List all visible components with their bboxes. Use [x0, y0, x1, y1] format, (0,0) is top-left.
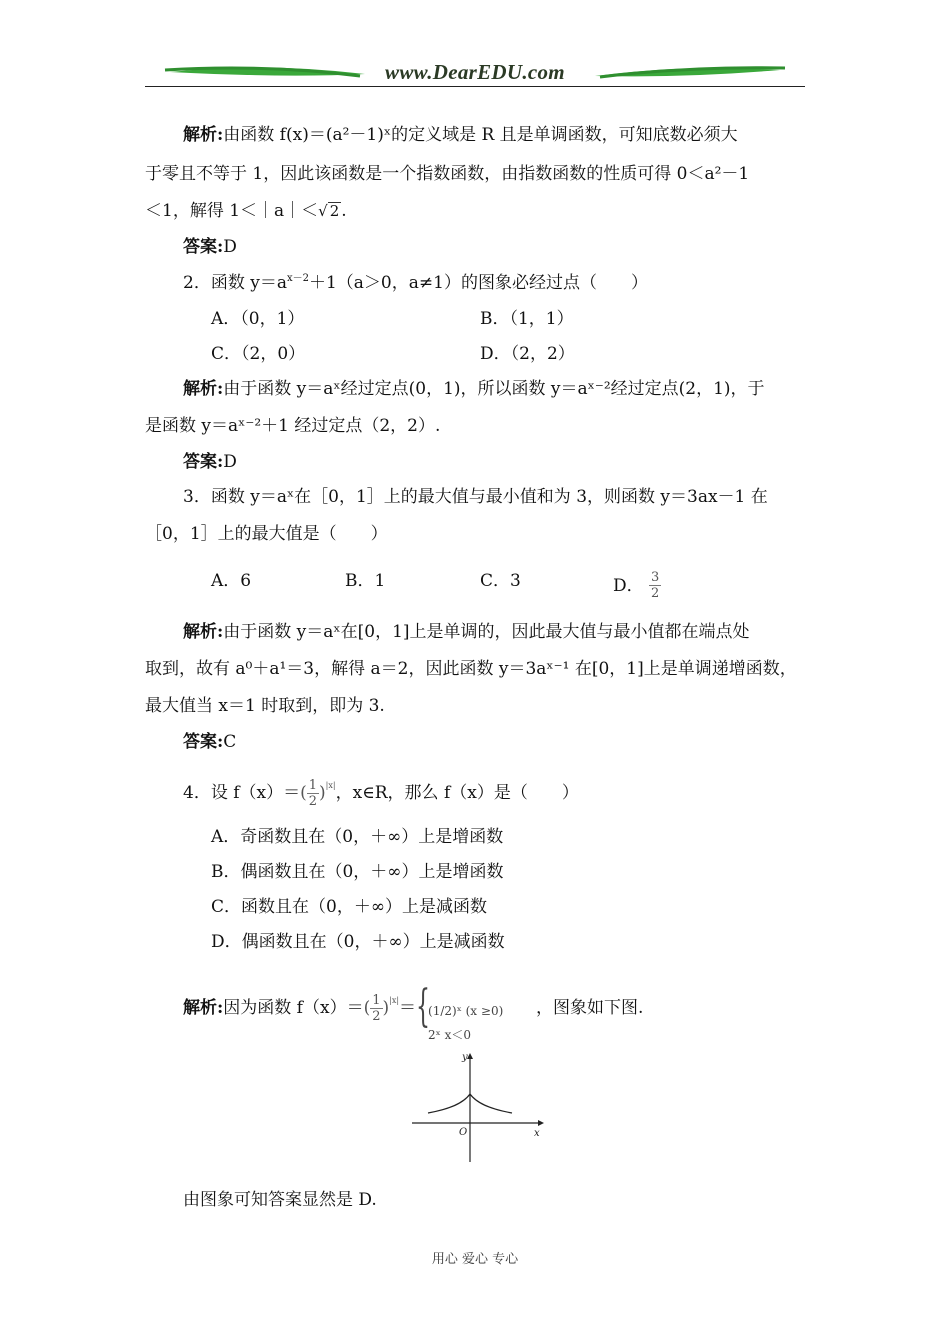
q3-analysis-line1	[183, 621, 750, 643]
q3-analysis-text1: 由于函数 y＝aˣ在[0，1]上是单调的，因此最大值与最小值都在端点处	[223, 622, 750, 642]
answer-label: 答案:	[183, 732, 224, 752]
q2-option-a: A．（0，1）	[211, 309, 305, 329]
q1-analysis-end: .	[341, 201, 347, 221]
q2-stem-exponent: x－2	[286, 273, 309, 284]
q4-option-c: C．函数且在（0，＋∞）上是减函数	[211, 897, 487, 917]
q2-option-c: C．（2，0）	[211, 344, 306, 364]
q4-conclusion: 由图象可知答案显然是 D.	[183, 1190, 377, 1210]
q4-analysis-post: ，图象如下图.	[536, 998, 644, 1018]
q4-option-d: D．偶函数且在（0，＋∞）上是减函数	[211, 932, 505, 952]
site-name: www.DearEDU.com	[385, 60, 565, 84]
analysis-label: 解析:	[183, 622, 224, 642]
q4-stem-a: 4．设 f（x）＝	[183, 783, 301, 803]
q2-answer-line	[183, 451, 237, 473]
q3-stem-line2: ［0，1］上的最大值是（ ）	[145, 524, 388, 544]
q4-stem-b: ，x∈R，那么 f（x）是（ ）	[335, 783, 579, 803]
q4-stem: 4．设 f（x）＝( $\frac{1}{2}$ )$^{|x|}$，x∈R，那么 f（x）是（ ）	[183, 778, 579, 809]
q1-analysis-text1: 由函数 f(x)＝(a²－1)ˣ的定义域是 R 且是单调函数，可知底数必须大	[223, 125, 738, 145]
q3-option-c: C．3	[480, 571, 521, 591]
q2-stem-a: 2．函数 y＝a	[183, 273, 287, 293]
q4-option-b: B．偶函数且在（0，＋∞）上是增函数	[211, 862, 504, 882]
q3-answer-line	[183, 731, 236, 753]
function-graph	[410, 1050, 550, 1166]
piecewise-case-1: (1/2)ˣ (x ≥0)	[428, 1003, 504, 1018]
analysis-label: 解析:	[183, 379, 224, 399]
analysis-label: 解析:	[183, 125, 224, 145]
q4-analysis-pre: 因为函数 f（x）＝	[223, 998, 364, 1018]
q1-analysis-text3: ＜1，解得 1＜｜a｜＜	[145, 201, 319, 221]
q4-analysis-line: 解析:因为函数 f（x）＝( $\frac{1}{2}$ )$^{|x|}$＝ { (1/2)ˣ (x ≥0) 2ˣ x＜0 ，图象如下图.	[183, 978, 643, 1028]
q1-analysis-line3: ＜1，解得 1＜｜a｜＜√ 2 .	[145, 201, 347, 221]
q3-analysis-text3: 最大值当 x＝1 时取到，即为 3.	[145, 696, 385, 716]
q2-stem-b: ＋1（a＞0，a≠1）的图象必经过点（ ）	[308, 273, 648, 293]
answer-label: 答案:	[183, 237, 224, 257]
q3-option-d-fraction: $\frac{3}{2}$	[651, 570, 660, 601]
q2-answer: D	[223, 452, 237, 472]
q4-option-a: A．奇函数且在（0，＋∞）上是增函数	[211, 827, 504, 847]
origin-label: O	[459, 1127, 468, 1138]
q2-analysis-line1	[183, 378, 765, 400]
answer-label: 答案:	[183, 452, 224, 472]
q2-stem	[183, 272, 648, 294]
q4-stem-fraction: $\frac{1}{2}$	[308, 778, 318, 809]
q2-option-d: D．（2，2）	[480, 344, 575, 364]
q2-analysis-text2: 是函数 y＝aˣ⁻²＋1 经过定点（2，2）.	[145, 416, 441, 436]
q4-analysis-exponent: |x|	[389, 996, 400, 1005]
q4-analysis-fraction: $\frac{1}{2}$	[372, 993, 381, 1024]
q3-option-d	[613, 570, 661, 601]
q3-option-d-label: D．	[613, 576, 644, 596]
q1-analysis-line1	[183, 124, 738, 146]
q1-answer: D	[223, 237, 237, 257]
q2-analysis-text1: 由于函数 y＝aˣ经过定点(0，1)，所以函数 y＝aˣ⁻²经过定点(2，1)，于	[223, 379, 765, 399]
piecewise-case-2: 2ˣ x＜0	[428, 1027, 471, 1042]
q3-answer: C	[223, 732, 237, 752]
header-rule	[145, 86, 805, 87]
q1-answer-line	[183, 236, 237, 258]
q3-stem-line1: 3．函数 y＝aˣ在［0，1］上的最大值与最小值和为 3，则函数 y＝3ax－1 在	[183, 487, 768, 507]
piecewise-definition: { (1/2)ˣ (x ≥0) 2ˣ x＜0	[416, 986, 536, 1032]
x-axis-label: x	[534, 1128, 540, 1139]
q3-analysis-text2: 取到，故有 a⁰＋a¹＝3，解得 a＝2，因此函数 y＝3aˣ⁻¹ 在[0，1]上是单调递增函数，	[145, 659, 797, 679]
analysis-label: 解析:	[183, 998, 224, 1018]
q4-stem-exponent: |x|	[325, 781, 336, 790]
y-axis-label: y	[462, 1052, 468, 1063]
q3-option-b: B．1	[345, 571, 386, 591]
q4-analysis-eq: ＝	[399, 998, 417, 1018]
q3-option-a: A．6	[211, 571, 252, 591]
q2-option-b: B．（1，1）	[480, 309, 574, 329]
page-footer: 用心 爱心 专心	[431, 1252, 519, 1267]
q1-root-value: 2	[329, 202, 340, 220]
q1-analysis-text2: 于零且不等于 1，因此该函数是一个指数函数，由指数函数的性质可得 0＜a²－1	[145, 164, 750, 184]
